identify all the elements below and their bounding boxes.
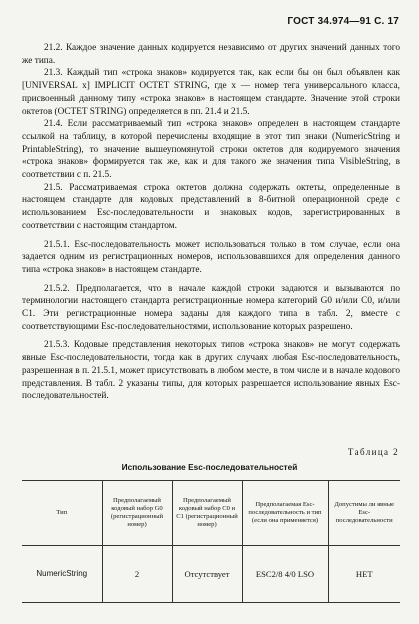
page-header: ГОСТ 34.974—91 С. 17 xyxy=(287,16,399,27)
paragraph-21-3: 21.3. Каждый тип «строка знаков» кодируется так, как если бы он был объявлен как [UNIVERSAL x] IMPLICIT OCTET STRING, где x — номер тега универсального класса, присвоенный данному типу «строка знаков» в настоящем стандарте. Значение этой строки октетов (OCTET STRING) определяется в пп. 21.4 и 21.5. xyxy=(22,68,400,117)
table-row xyxy=(22,546,400,603)
paragraph-21-5-3: 21.5.3. Кодовые представления некоторых типов «строка знаков» не могут содержать явные Esc-последовательности, тогда как в других случаях любая Esc-последовательность, разрешенная в п. 21.5.1, может присутствовать в любом месте, в том числе и в начале кодового представления. В табл. 2 указаны типы, для которых разрешается использование явных Esc-последовательностей. xyxy=(22,340,400,402)
cell-type: NumericString xyxy=(22,546,102,603)
header-c0-c1-set: Предполагаемый кодовый набор C0 и C1 (регистрационный номер) xyxy=(172,481,242,546)
paragraph-21-5-1: 21.5.1. Esc-последовательность может использоваться только в том случае, если она задается одним из регистрационных номеров, использовавшихся для определения данного типа «строка знаков» в настоящем стандарте. xyxy=(22,239,400,275)
esc-sequence-table xyxy=(22,480,400,603)
header-g0-set: Предполагаемый кодовый набор G0 (регистрационный номер) xyxy=(102,481,172,546)
table-caption: Использование Esc-последовательностей xyxy=(121,462,298,472)
cell-g0-set: 2 xyxy=(102,546,172,603)
header-explicit-esc-allowed: Допустимы ли явные Esc-последовательности xyxy=(328,481,400,546)
paragraph-21-2: 21.2. Каждое значение данных кодируется независимо от других значений данных того же типа. xyxy=(22,43,400,66)
paragraph-21-4: 21.4. Если рассматриваемый тип «строка знаков» определен в настоящем стандарте ссылкой на таблицу, в которой перечислены входящие в этот тип знаки (NumericString и PrintableString), то значение вышеупомянутой строки октетов для кодируемого значения «строка знаков» формируется так же, как и для такого же значения типа VisibleString, в соответствии с п. 21.5. xyxy=(22,119,400,181)
paragraph-21-5: 21.5. Рассматриваемая строка октетов должна содержать октеты, определенные в настоящем стандарте для кодовых представлений в 8-битной операционной среде с использованием Esc-последовательности и знаковых кодов, зарегистрированных в соответствии с настоящим стандартом. xyxy=(22,182,400,231)
table-number: Таблица 2 xyxy=(347,447,399,457)
cell-c0-c1-set: Отсутствует xyxy=(172,546,242,603)
cell-esc-sequence: ESC2/8 4/0 LSO xyxy=(242,546,328,603)
table-header-row xyxy=(22,481,400,546)
body-text xyxy=(22,42,400,403)
paragraph-21-5-2: 21.5.2. Предполагается, что в начале каждой строки задаются и вызываются по терминологии настоящего стандарта регистрационные номера категорий G0 и/или C0, и/или C1. Эти регистрационные номера заданы для каждого типа в табл. 2, вместе с соответствующими Esc-последовательностями, использование которых разрешено. xyxy=(22,283,400,332)
header-esc-sequence: Предполагаемая Esc-последовательность и тип (если она применяется) xyxy=(242,481,328,546)
header-type: Тип xyxy=(22,481,102,546)
cell-explicit-esc-allowed: НЕТ xyxy=(328,546,400,603)
